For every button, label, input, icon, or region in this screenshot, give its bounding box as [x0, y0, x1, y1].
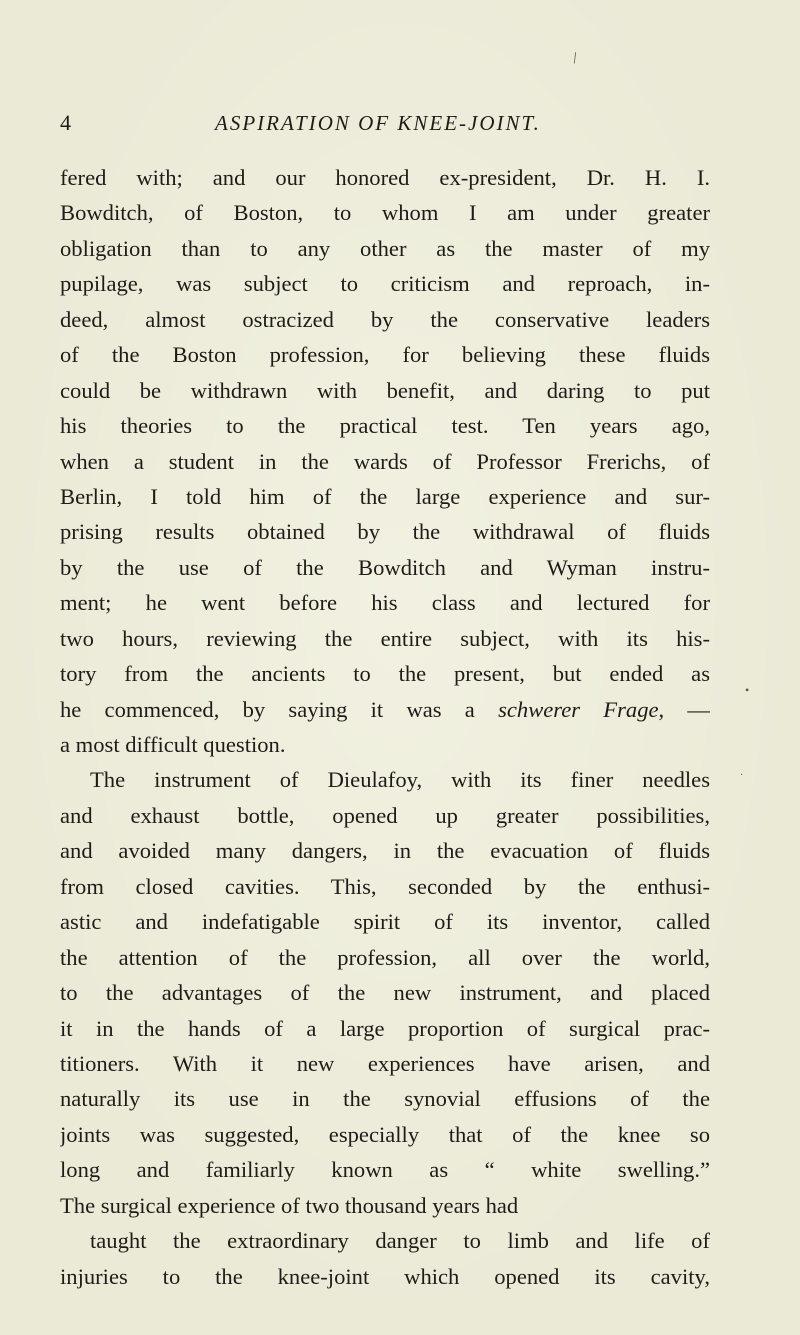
page-header: [60, 106, 710, 140]
text-line: obligation than to any other as the master of my: [60, 235, 710, 261]
text-line: by the use of the Bowditch and Wyman instru-: [60, 554, 710, 580]
text-line: two hours, reviewing the entire subject, with its his-: [60, 625, 710, 651]
text-line: from closed cavities. This, seconded by the enthusi-: [60, 873, 710, 899]
text-line-with-italic: [60, 692, 710, 727]
body-text: [60, 160, 710, 1329]
text-line: could be withdrawn with benefit, and daring to put: [60, 377, 710, 403]
text-line: tory from the ancients to the present, but ended as: [60, 661, 710, 687]
text-line: Bowditch, of Boston, to whom I am under greater: [60, 200, 710, 226]
text-line: fered with; and our honored ex-president, Dr. H. I.: [60, 165, 710, 190]
text-line: a most difficult question.: [60, 732, 286, 757]
text-line: when a student in the wards of Professor Frerichs, of: [60, 448, 710, 474]
text-run: , —: [658, 696, 710, 722]
stray-ink-dot: •: [745, 683, 750, 697]
italic-phrase: schwerer Frage: [498, 696, 659, 722]
text-line: pupilage, was subject to criticism and reproach, in-: [60, 271, 710, 297]
text-line: The surgical experience of two thousand years had: [60, 1192, 519, 1218]
text-line: and exhaust bottle, opened up greater possibilities,: [60, 802, 710, 828]
text-line: and avoided many dangers, in the evacuation of fluids: [60, 838, 710, 864]
text-line: it in the hands of a large proportion of surgical prac-: [60, 1015, 710, 1041]
text-line: his theories to the practical test. Ten years ago,: [60, 413, 710, 439]
text-line: astic and indefatigable spirit of its inventor, called: [60, 909, 710, 935]
text-line: the attention of the profession, all over the world,: [60, 944, 710, 970]
stray-ink-speck: ·: [740, 770, 744, 781]
stray-pencil-mark: /: [571, 49, 580, 68]
text-line: joints was suggested, especially that of the knee so: [60, 1121, 710, 1147]
text-line: to the advantages of the new instrument, and placed: [60, 980, 710, 1006]
text-line: [60, 1294, 710, 1329]
text-line: titioners. With it new experiences have arisen, and: [60, 1050, 710, 1076]
text-line: Berlin, I told him of the large experience and sur-: [60, 483, 710, 509]
text-line: injuries to the knee-joint which opened its cavity,: [60, 1263, 710, 1289]
paragraph-start-line: taught the extraordinary danger to limb and life of: [90, 1228, 710, 1254]
page-number: 4: [60, 110, 71, 135]
text-line: prising results obtained by the withdrawal of fluids: [60, 519, 710, 545]
text-line: naturally its use in the synovial effusions of the: [60, 1086, 710, 1112]
paragraph-start-line: The instrument of Dieulafoy, with its finer needles: [90, 767, 710, 793]
text-line: of the Boston profession, for believing these fluids: [60, 342, 710, 368]
text-line: ment; he went before his class and lectured for: [60, 590, 710, 616]
text-line: long and familiarly known as “ white swelling.”: [60, 1157, 710, 1183]
running-head: ASPIRATION OF KNEE-JOINT.: [215, 111, 541, 135]
text-run: he commenced, by saying it was a: [60, 696, 499, 722]
text-line: deed, almost ostracized by the conservative leaders: [60, 306, 710, 332]
